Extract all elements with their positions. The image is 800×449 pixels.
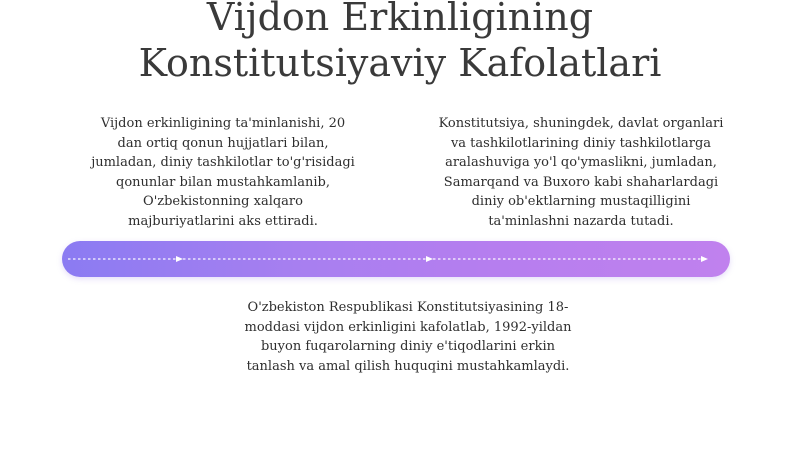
arrow-head-icon bbox=[701, 256, 708, 262]
text-line: jumladan, diniy tashkilotlar to'g'risidagi bbox=[91, 155, 355, 170]
slide-title-line-1: Vijdon Erkinligining bbox=[206, 0, 594, 39]
timeline-bar bbox=[62, 241, 730, 277]
text-line: dan ortiq qonun hujjatlari bilan, bbox=[117, 135, 329, 151]
slide-title bbox=[0, 0, 800, 86]
text-line: Vijdon erkinligining ta'minlanishi, 20 bbox=[100, 116, 346, 131]
text-line: buyon fuqarolarning diniy e'tiqodlarini erkin bbox=[260, 339, 555, 354]
text-line: Konstitutsiya, shuningdek, davlat organlari bbox=[438, 116, 724, 131]
text-line: O'zbekistonning xalqaro bbox=[143, 194, 303, 209]
arrow-head-icon bbox=[176, 256, 183, 262]
text-line: moddasi vijdon erkinligini kafolatlab, 1992-yildan bbox=[244, 319, 572, 335]
text-line: ta'minlashni nazarda tutadi. bbox=[488, 213, 674, 229]
text-block-right bbox=[420, 114, 742, 231]
text-line: va tashkilotlarining diniy tashkilotlarga bbox=[450, 135, 712, 151]
text-line: O'zbekiston Respublikasi Konstitutsiyasining 18- bbox=[247, 300, 569, 315]
slide-title-line-2: Konstitutsiyaviy Kafolatlari bbox=[138, 41, 662, 85]
text-block-bottom bbox=[218, 298, 598, 376]
text-line: aralashuviga yo'l qo'ymaslikni, jumladan, bbox=[445, 155, 717, 170]
text-line: qonunlar bilan mustahkamlanib, bbox=[116, 174, 330, 190]
text-block-left bbox=[78, 114, 368, 231]
arrow-head-icon bbox=[426, 256, 433, 262]
text-line: diniy ob'ektlarning mustaqilligini bbox=[471, 194, 691, 209]
text-line: tanlash va amal qilish huquqini mustahkamlaydi. bbox=[246, 358, 570, 374]
text-line: majburiyatlarini aks ettiradi. bbox=[128, 213, 318, 229]
text-line: Samarqand va Buxoro kabi shaharlardagi bbox=[443, 174, 719, 190]
timeline-arrows bbox=[62, 241, 730, 277]
